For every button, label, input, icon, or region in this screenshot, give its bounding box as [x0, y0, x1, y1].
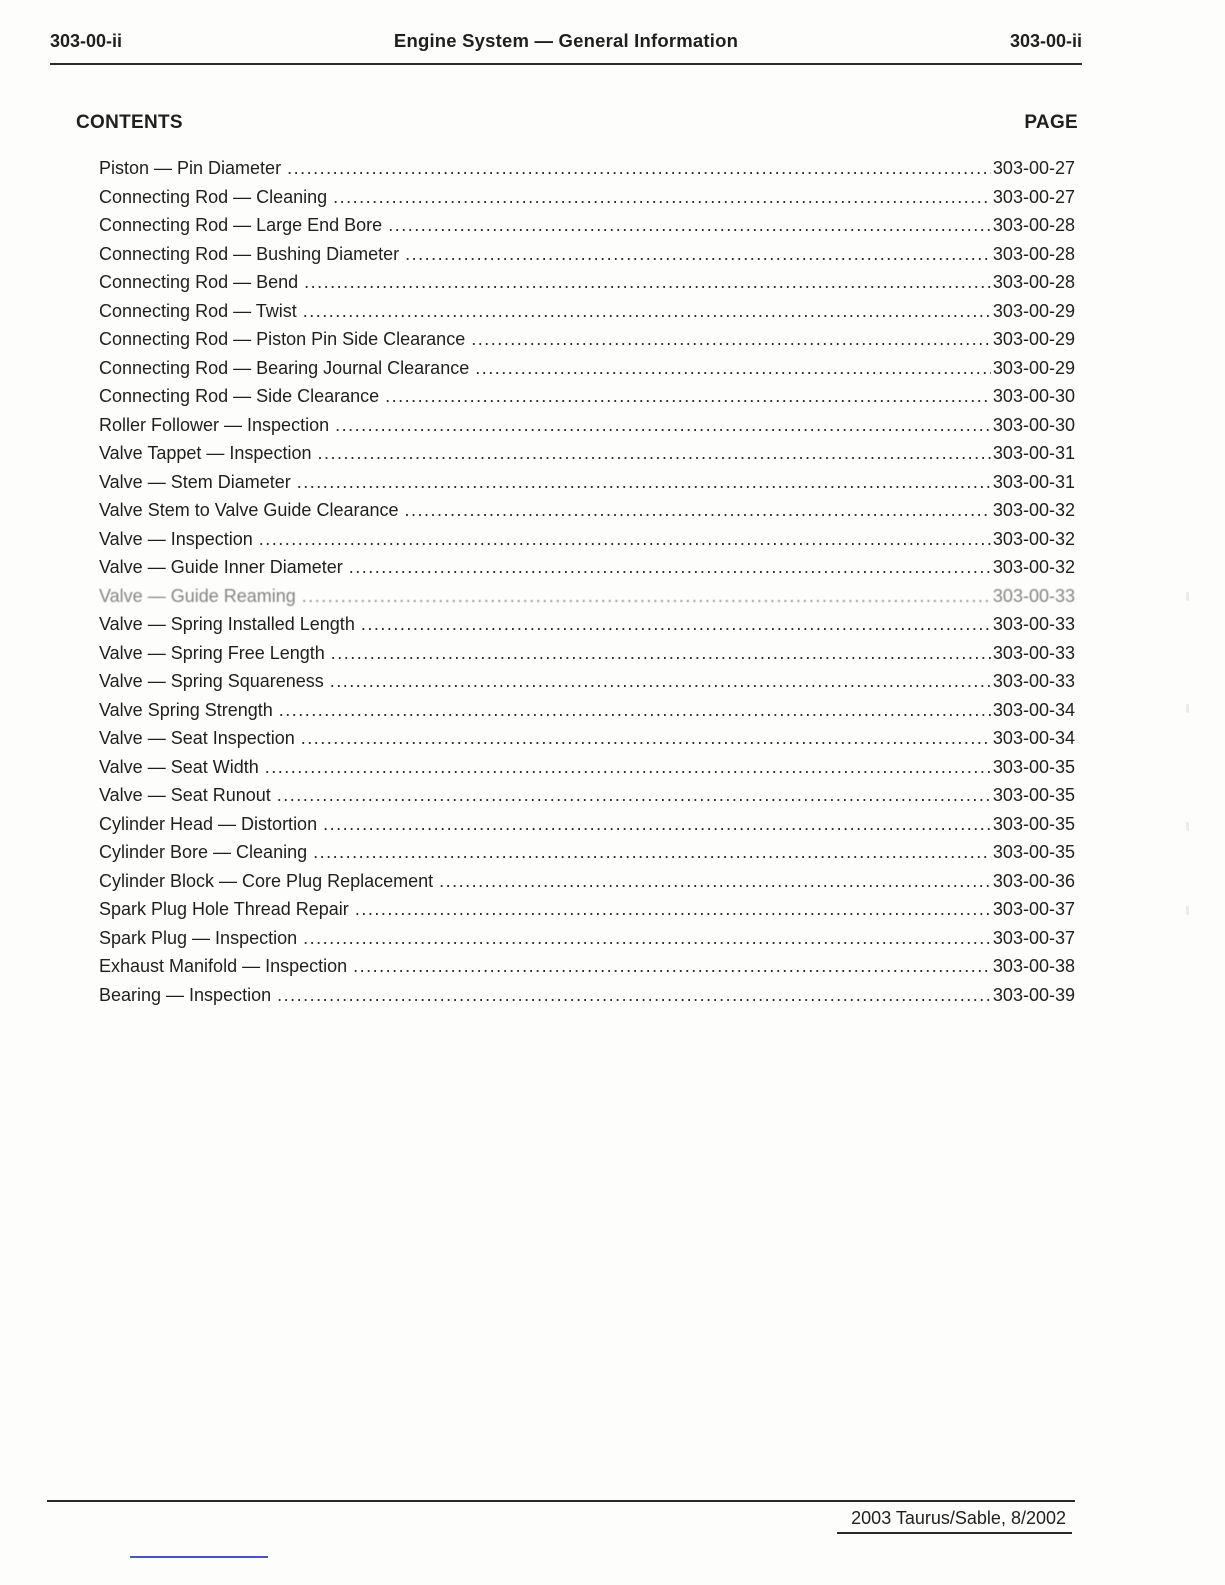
header-title: Engine System — General Information	[393, 30, 739, 51]
toc-entry-dot-leader	[471, 325, 991, 354]
toc-entry-title: Connecting Rod — Piston Pin Side Clearance	[99, 329, 466, 349]
toc-entry-dot-leader	[279, 696, 991, 725]
toc-entry-page: 303-00-29	[992, 300, 1075, 321]
toc-entry	[99, 753, 1075, 782]
toc-entry-title: Roller Follower — Inspection	[99, 414, 330, 435]
toc-entry-title: Connecting Rod — Side Clearance	[99, 386, 380, 406]
toc-entry-page: 303-00-33	[992, 614, 1075, 634]
toc-entry	[99, 895, 1075, 924]
toc-entry	[99, 268, 1075, 297]
toc-entry-title: Connecting Rod — Cleaning	[99, 186, 328, 207]
toc-entry-page: 303-00-38	[992, 956, 1075, 976]
toc-entry-title: Valve — Guide Reaming	[99, 585, 296, 606]
toc-entry-title: Valve — Stem Diameter	[99, 471, 291, 492]
toc-entry-page: 303-00-33	[992, 671, 1075, 691]
toc-entry-page: 303-00-34	[992, 699, 1075, 720]
toc-entry-page: 303-00-33	[992, 642, 1075, 663]
toc-entry-page: 303-00-36	[992, 870, 1075, 891]
toc-entry	[99, 468, 1075, 497]
toc-entry-title: Valve — Spring Squareness	[99, 671, 324, 691]
toc-entry	[99, 211, 1075, 240]
page-column-label: PAGE	[1024, 112, 1078, 133]
toc-entry	[99, 952, 1075, 981]
toc-entry-title: Valve — Inspection	[99, 528, 253, 549]
toc-entry-page: 303-00-32	[992, 557, 1075, 577]
toc-entry-title: Cylinder Bore — Cleaning	[99, 842, 308, 862]
toc-entry-page: 303-00-28	[992, 272, 1075, 292]
toc-entry-title: Valve — Spring Installed Length	[99, 614, 355, 634]
toc-entry	[99, 297, 1075, 326]
toc-entry-dot-leader	[259, 525, 991, 554]
toc-entry	[99, 981, 1075, 1010]
toc-entry	[99, 439, 1075, 468]
toc-entry	[99, 696, 1075, 725]
toc-entry-title: Cylinder Head — Distortion	[99, 813, 318, 834]
scan-artifact	[1186, 592, 1189, 601]
toc-entry	[99, 810, 1075, 839]
toc-entry-dot-leader	[330, 667, 991, 696]
toc-entry-dot-leader	[302, 582, 991, 611]
toc-entry-dot-leader	[475, 354, 991, 383]
toc-entry-title: Valve — Seat Width	[99, 756, 259, 777]
toc-entry	[99, 781, 1075, 810]
contents-label: CONTENTS	[76, 112, 183, 133]
toc-entry	[99, 411, 1075, 440]
toc-entry-page: 303-00-31	[992, 443, 1075, 463]
toc-entry-dot-leader	[265, 753, 991, 782]
toc-entry-page: 303-00-29	[992, 357, 1075, 378]
toc-entry-dot-leader	[313, 838, 991, 867]
toc-entry-page: 303-00-34	[992, 728, 1075, 748]
toc-entry-page: 303-00-32	[992, 528, 1075, 549]
toc-entry	[99, 154, 1075, 183]
toc-entry-title: Bearing — Inspection	[99, 984, 272, 1005]
toc-entry-page: 303-00-28	[992, 243, 1075, 264]
toc-entry-title: Cylinder Block — Core Plug Replacement	[99, 870, 434, 891]
toc-entry	[99, 724, 1075, 753]
toc-entry-page: 303-00-35	[992, 756, 1075, 777]
toc-entry	[99, 667, 1075, 696]
toc-entry-title: Connecting Rod — Bushing Diameter	[99, 243, 400, 264]
toc-entry-dot-leader	[297, 468, 991, 497]
toc-entry-page: 303-00-35	[992, 813, 1075, 834]
toc-entry	[99, 525, 1075, 554]
toc-entry-dot-leader	[405, 240, 991, 269]
toc-entry-dot-leader	[277, 981, 991, 1010]
toc-entry-page: 303-00-35	[992, 785, 1075, 805]
toc-entry-page: 303-00-37	[992, 927, 1075, 948]
toc-entry-page: 303-00-28	[992, 215, 1075, 235]
toc-entry-dot-leader	[317, 439, 990, 468]
toc-entry	[99, 496, 1075, 525]
toc-entry-dot-leader	[335, 411, 991, 440]
link-underline-artifact	[130, 1556, 268, 1558]
toc-entry-dot-leader	[304, 268, 991, 297]
toc-entry-dot-leader	[349, 553, 991, 582]
toc-entry-title: Connecting Rod — Bearing Journal Clearance	[99, 357, 470, 378]
toc-entry-dot-leader	[439, 867, 991, 896]
scan-artifact	[1186, 704, 1189, 713]
toc-entry-page: 303-00-27	[992, 158, 1075, 178]
scan-artifact	[1186, 906, 1189, 915]
toc-entry-dot-leader	[301, 724, 991, 753]
toc-entry	[99, 354, 1075, 383]
toc-entry-page: 303-00-35	[992, 842, 1075, 862]
toc-entry	[99, 325, 1075, 354]
toc-entry-title: Exhaust Manifold — Inspection	[99, 956, 348, 976]
toc-entry	[99, 639, 1075, 668]
toc-entry-title: Spark Plug — Inspection	[99, 927, 298, 948]
toc-entry	[99, 382, 1075, 411]
toc-entry-dot-leader	[353, 952, 991, 981]
toc-entry	[99, 582, 1075, 611]
toc-entry	[99, 838, 1075, 867]
toc-entry-title: Connecting Rod — Twist	[99, 300, 297, 321]
toc-entry	[99, 924, 1075, 953]
toc-entry-title: Valve — Seat Inspection	[99, 728, 295, 748]
toc-entry-title: Valve — Spring Free Length	[99, 642, 325, 663]
toc-entry-title: Connecting Rod — Bend	[99, 272, 299, 292]
toc-entry-page: 303-00-37	[992, 899, 1075, 919]
toc-entry-dot-leader	[355, 895, 991, 924]
toc-entry-page: 303-00-33	[992, 585, 1075, 606]
toc-entry-dot-leader	[303, 924, 991, 953]
toc-entry	[99, 240, 1075, 269]
header-section-code-right: 303-00-ii	[1009, 31, 1082, 51]
toc-entry-title: Piston — Pin Diameter	[99, 158, 282, 178]
toc-entry-page: 303-00-31	[992, 471, 1075, 492]
contents-header-row	[76, 112, 1078, 134]
toc-entry	[99, 183, 1075, 212]
toc-entry-page: 303-00-29	[992, 329, 1075, 349]
toc-entry-title: Spark Plug Hole Thread Repair	[99, 899, 349, 919]
scan-artifact	[1186, 822, 1189, 831]
toc-entry-dot-leader	[331, 639, 991, 668]
toc-entry-dot-leader	[277, 781, 991, 810]
toc-entry-dot-leader	[361, 610, 991, 639]
toc-entry-dot-leader	[287, 154, 991, 183]
toc-entry-page: 303-00-30	[992, 414, 1075, 435]
toc-entry	[99, 553, 1075, 582]
toc-entry-dot-leader	[385, 382, 991, 411]
toc-entry-page: 303-00-32	[992, 500, 1075, 520]
toc-entry-dot-leader	[303, 297, 991, 326]
toc-entry-title: Valve Spring Strength	[99, 699, 273, 720]
page-header	[50, 30, 1082, 65]
toc-entry	[99, 610, 1075, 639]
toc-entry-dot-leader	[323, 810, 991, 839]
toc-entry-title: Valve Tappet — Inspection	[99, 443, 312, 463]
toc-entry-page: 303-00-39	[992, 984, 1075, 1005]
toc-entry-title: Valve — Guide Inner Diameter	[99, 557, 343, 577]
toc-entry-page: 303-00-27	[992, 186, 1075, 207]
toc-entry-title: Valve Stem to Valve Guide Clearance	[99, 500, 399, 520]
toc-entry-title: Connecting Rod — Large End Bore	[99, 215, 383, 235]
toc-entry	[99, 867, 1075, 896]
toc-entry-title: Valve — Seat Runout	[99, 785, 271, 805]
header-section-code-left: 303-00-ii	[50, 31, 123, 51]
footer-text: 2003 Taurus/Sable, 8/2002	[837, 1505, 1072, 1534]
toc-list	[99, 154, 1075, 1009]
toc-entry-page: 303-00-30	[992, 386, 1075, 406]
toc-entry-dot-leader	[388, 211, 991, 240]
footer-rule	[47, 1500, 1075, 1502]
toc-entry-dot-leader	[405, 496, 991, 525]
toc-entry-dot-leader	[333, 183, 991, 212]
